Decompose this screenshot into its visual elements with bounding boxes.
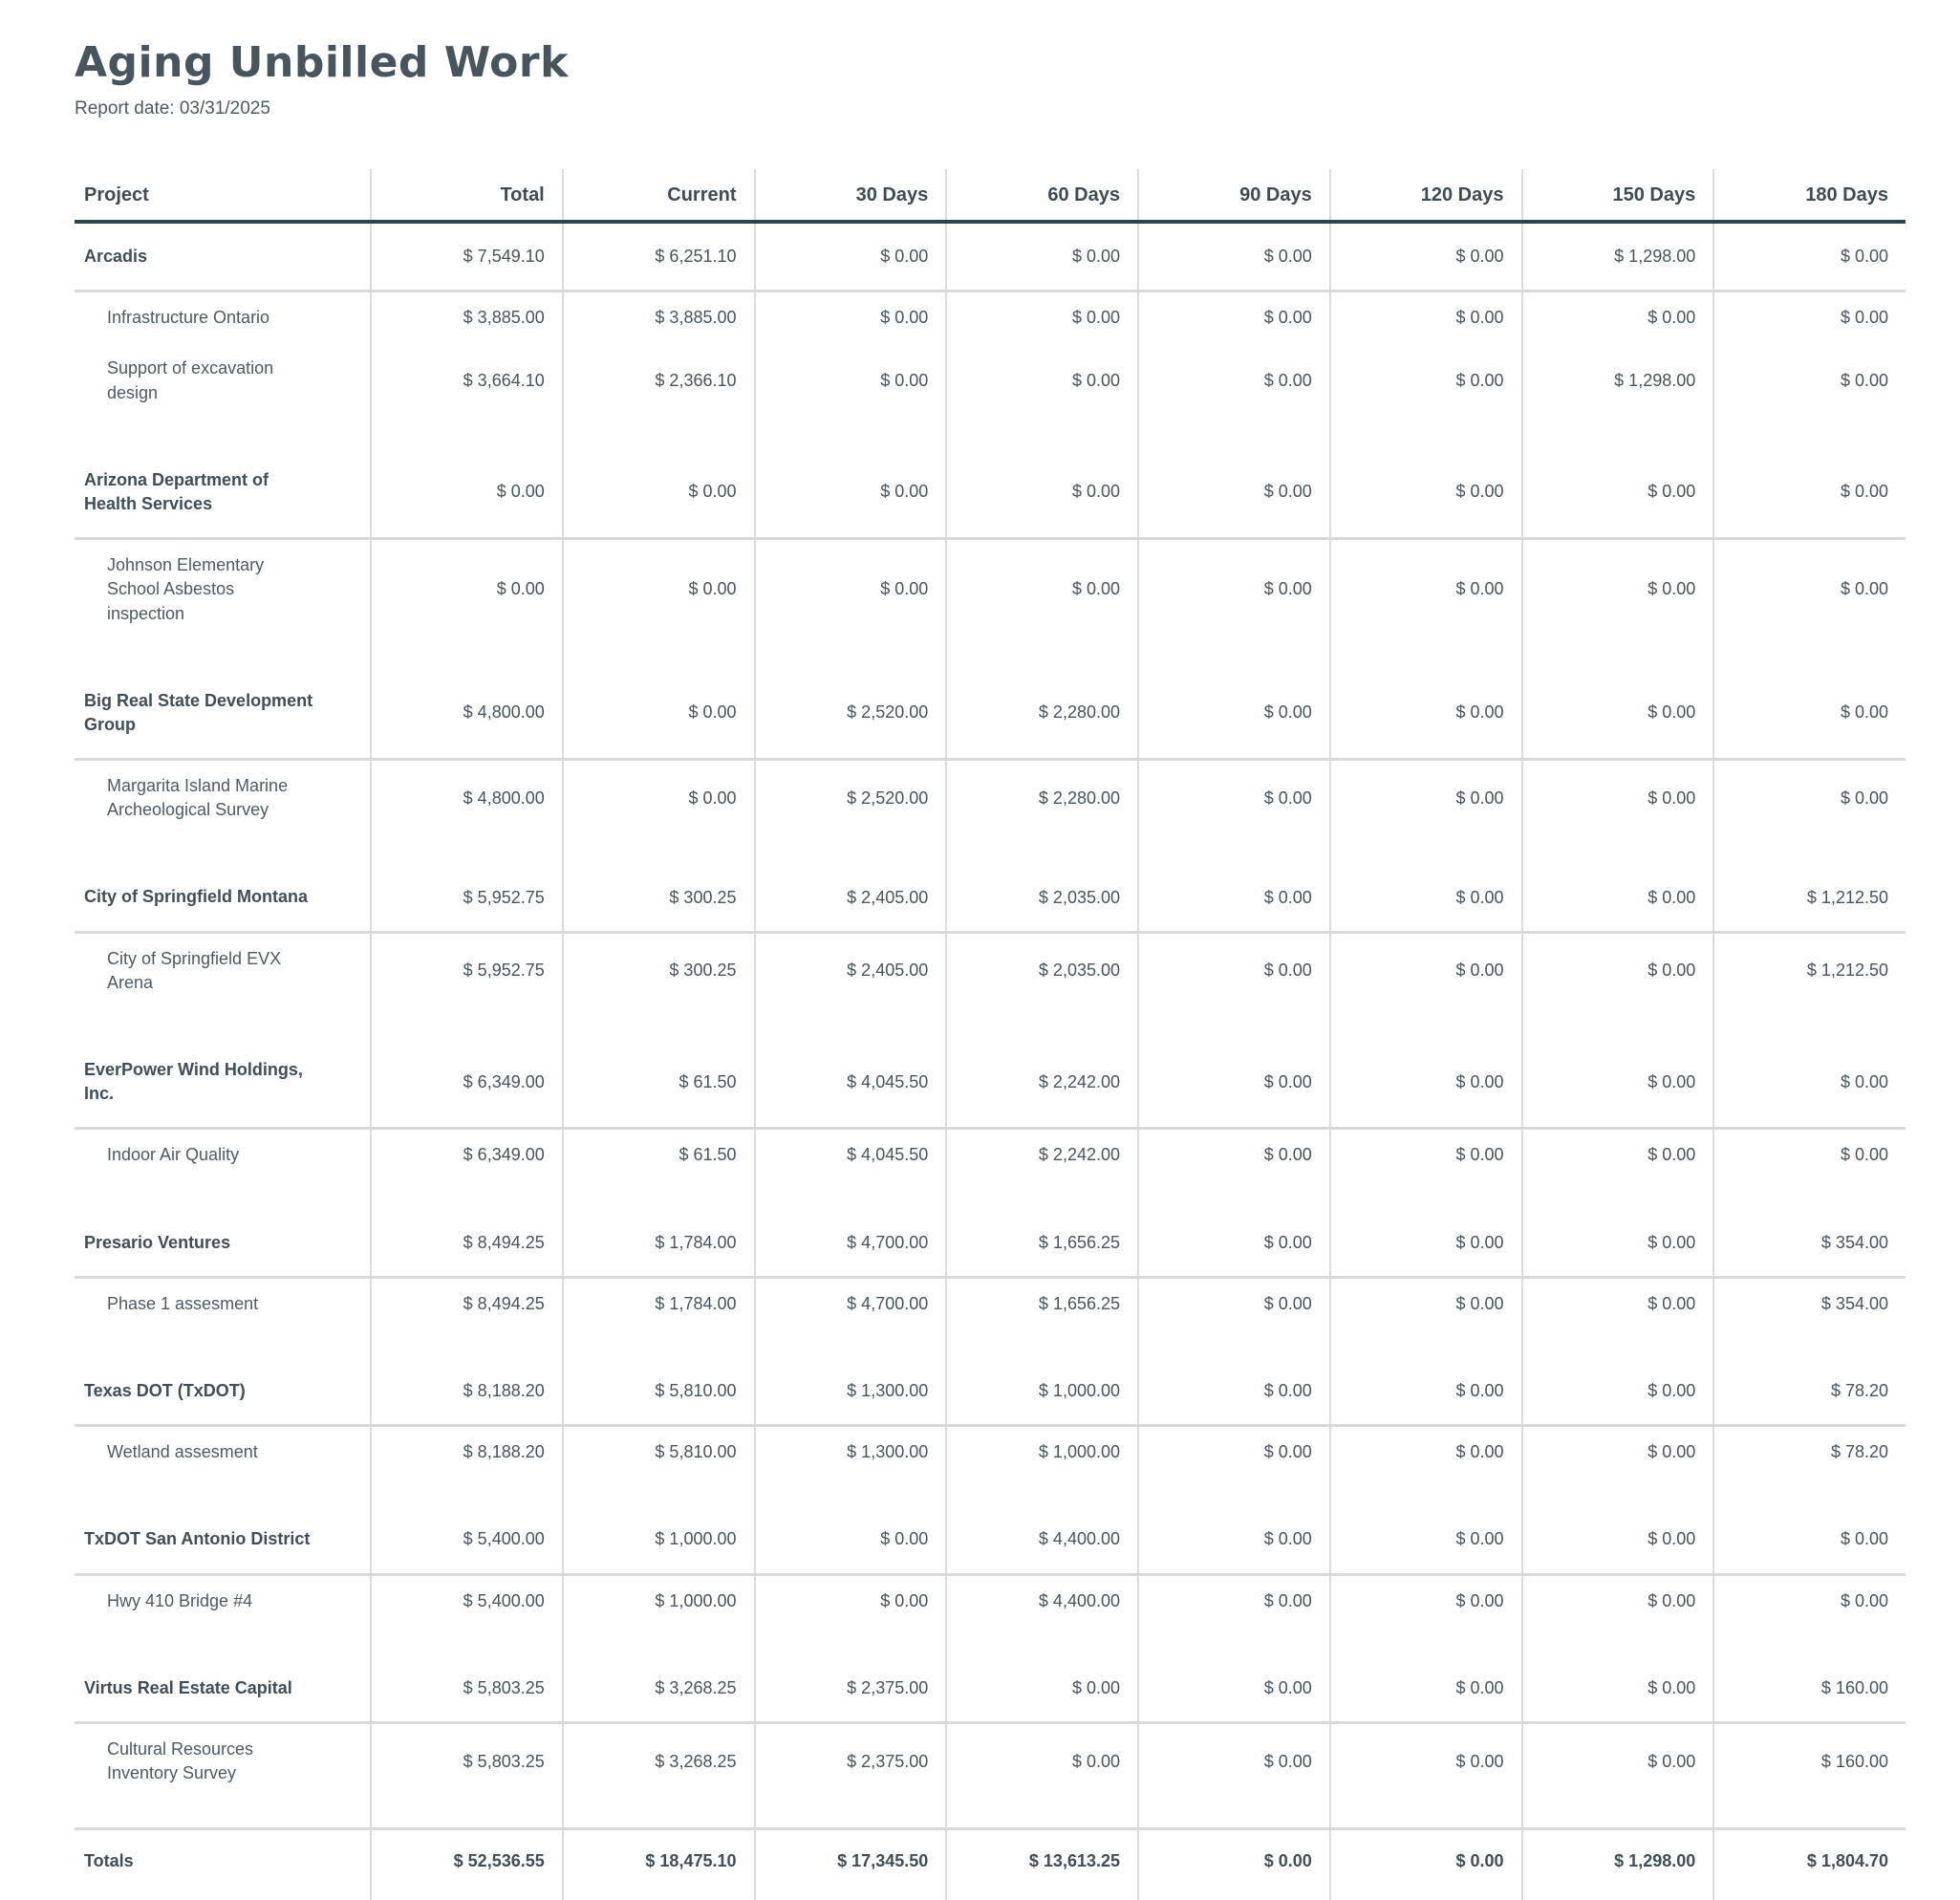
amount-cell: $ 0.00	[755, 291, 947, 344]
client-row	[75, 1506, 1906, 1574]
amount-cell: $ 3,268.25	[563, 1722, 755, 1828]
amount-cell: $ 4,700.00	[755, 1210, 947, 1278]
amount-cell: $ 1,784.00	[563, 1210, 755, 1278]
amount-cell: $ 0.00	[1522, 1574, 1714, 1655]
amount-cell: $ 0.00	[1522, 1426, 1714, 1507]
amount-cell: $ 8,188.20	[371, 1358, 563, 1426]
client-row	[75, 1210, 1906, 1278]
project-name-cell	[75, 668, 371, 760]
project-name-label: TxDOT San Antonio District	[84, 1529, 311, 1549]
aging-unbilled-work-table	[75, 169, 1906, 1900]
amount-cell: $ 2,405.00	[755, 864, 947, 932]
project-name-label: City of Springfield EVX Arena	[107, 948, 282, 992]
project-name-cell	[75, 1829, 371, 1900]
amount-cell: $ 0.00	[1522, 1210, 1714, 1278]
amount-cell: $ 0.00	[1522, 668, 1714, 760]
amount-cell: $ 2,405.00	[755, 932, 947, 1037]
amount-cell: $ 0.00	[1330, 222, 1522, 291]
amount-cell: $ 0.00	[1138, 1829, 1330, 1900]
project-row	[75, 1722, 1906, 1828]
amount-cell: $ 0.00	[1138, 1722, 1330, 1828]
project-name-cell	[75, 1426, 371, 1507]
amount-cell: $ 0.00	[1522, 864, 1714, 932]
amount-cell: $ 0.00	[1522, 1037, 1714, 1129]
client-row	[75, 1037, 1906, 1129]
amount-cell: $ 6,251.10	[563, 222, 755, 291]
amount-cell: $ 0.00	[946, 1722, 1138, 1828]
amount-cell: $ 0.00	[1138, 1037, 1330, 1129]
project-name-cell	[75, 932, 371, 1037]
page-title: Aging Unbilled Work	[75, 38, 569, 87]
project-name-label: Infrastructure Ontario	[107, 308, 270, 328]
project-row	[75, 539, 1906, 668]
amount-cell: $ 0.00	[1330, 1358, 1522, 1426]
client-row	[75, 1655, 1906, 1723]
amount-cell: $ 0.00	[1330, 343, 1522, 446]
amount-cell: $ 1,300.00	[755, 1426, 947, 1507]
amount-cell: $ 0.00	[1138, 447, 1330, 539]
amount-cell: $ 5,810.00	[563, 1358, 755, 1426]
amount-cell: $ 0.00	[946, 343, 1138, 446]
project-row	[75, 343, 1906, 446]
amount-cell: $ 0.00	[1138, 1210, 1330, 1278]
amount-cell: $ 0.00	[1138, 1277, 1330, 1358]
amount-cell: $ 0.00	[1330, 760, 1522, 865]
project-name-cell	[75, 222, 371, 291]
project-name-label: Cultural Resources Inventory Survey	[107, 1738, 254, 1783]
amount-cell: $ 0.00	[1713, 1574, 1906, 1655]
header-row	[75, 169, 1906, 222]
amount-cell: $ 0.00	[1330, 1655, 1522, 1723]
amount-cell: $ 0.00	[563, 539, 755, 668]
amount-cell: $ 1,656.25	[946, 1210, 1138, 1278]
amount-cell: $ 5,803.25	[371, 1655, 563, 1723]
project-name-label: Hwy 410 Bridge #4	[107, 1590, 253, 1610]
amount-cell: $ 2,375.00	[755, 1722, 947, 1828]
amount-cell: $ 354.00	[1713, 1210, 1906, 1278]
amount-cell: $ 4,045.50	[755, 1037, 947, 1129]
amount-cell: $ 0.00	[1330, 864, 1522, 932]
amount-cell: $ 0.00	[946, 447, 1138, 539]
project-row	[75, 291, 1906, 344]
amount-cell: $ 2,242.00	[946, 1037, 1138, 1129]
totals-row	[75, 1829, 1906, 1900]
amount-cell: $ 0.00	[1330, 539, 1522, 668]
amount-cell: $ 0.00	[1713, 222, 1906, 291]
project-row	[75, 1574, 1906, 1655]
project-name-cell	[75, 1574, 371, 1655]
column-header-30-days: 30 Days	[755, 169, 947, 222]
amount-cell: $ 2,520.00	[755, 668, 947, 760]
amount-cell: $ 13,613.25	[946, 1829, 1138, 1900]
amount-cell: $ 0.00	[1138, 1358, 1330, 1426]
project-name-cell	[75, 1722, 371, 1828]
column-header-120-days: 120 Days	[1330, 169, 1522, 222]
amount-cell: $ 1,000.00	[946, 1358, 1138, 1426]
amount-cell: $ 0.00	[1138, 932, 1330, 1037]
amount-cell: $ 3,268.25	[563, 1655, 755, 1723]
amount-cell: $ 17,345.50	[755, 1829, 947, 1900]
amount-cell: $ 0.00	[1330, 447, 1522, 539]
project-row	[75, 1426, 1906, 1507]
amount-cell: $ 0.00	[563, 668, 755, 760]
amount-cell: $ 0.00	[1330, 1426, 1522, 1507]
amount-cell: $ 0.00	[1522, 1655, 1714, 1723]
amount-cell: $ 5,400.00	[371, 1506, 563, 1574]
project-name-label: Indoor Air Quality	[107, 1145, 240, 1165]
amount-cell: $ 3,664.10	[371, 343, 563, 446]
amount-cell: $ 1,000.00	[946, 1426, 1138, 1507]
amount-cell: $ 1,300.00	[755, 1358, 947, 1426]
project-name-label: Big Real State Development Group	[84, 690, 313, 734]
amount-cell: $ 0.00	[371, 539, 563, 668]
project-name-label: Margarita Island Marine Archeological Survey	[107, 776, 289, 820]
amount-cell: $ 0.00	[1330, 1722, 1522, 1828]
amount-cell: $ 0.00	[1522, 447, 1714, 539]
table-header	[75, 169, 1906, 222]
amount-cell: $ 0.00	[1138, 668, 1330, 760]
amount-cell: $ 8,494.25	[371, 1210, 563, 1278]
column-header-60-days: 60 Days	[946, 169, 1138, 222]
amount-cell: $ 0.00	[946, 291, 1138, 344]
client-row	[75, 668, 1906, 760]
amount-cell: $ 0.00	[371, 447, 563, 539]
amount-cell: $ 0.00	[1330, 291, 1522, 344]
amount-cell: $ 0.00	[1138, 343, 1330, 446]
amount-cell: $ 78.20	[1713, 1426, 1906, 1507]
client-row	[75, 1358, 1906, 1426]
project-name-cell	[75, 760, 371, 865]
amount-cell: $ 1,212.50	[1713, 932, 1906, 1037]
amount-cell: $ 1,298.00	[1522, 222, 1714, 291]
amount-cell: $ 0.00	[946, 1655, 1138, 1723]
amount-cell: $ 4,800.00	[371, 760, 563, 865]
amount-cell: $ 0.00	[1330, 1277, 1522, 1358]
column-header-current: Current	[563, 169, 755, 222]
amount-cell: $ 2,280.00	[946, 760, 1138, 865]
amount-cell: $ 5,400.00	[371, 1574, 563, 1655]
amount-cell: $ 61.50	[563, 1129, 755, 1210]
amount-cell: $ 4,400.00	[946, 1506, 1138, 1574]
amount-cell: $ 0.00	[755, 343, 947, 446]
project-name-label: Arcadis	[84, 247, 148, 266]
project-name-label: Virtus Real Estate Capital	[84, 1677, 292, 1697]
amount-cell: $ 0.00	[1138, 1574, 1330, 1655]
project-row	[75, 760, 1906, 865]
project-name-label: Presario Ventures	[84, 1232, 231, 1252]
amount-cell: $ 2,520.00	[755, 760, 947, 865]
project-name-cell	[75, 447, 371, 539]
amount-cell: $ 5,952.75	[371, 864, 563, 932]
project-name-cell	[75, 291, 371, 344]
amount-cell: $ 0.00	[1138, 864, 1330, 932]
amount-cell: $ 300.25	[563, 864, 755, 932]
amount-cell: $ 52,536.55	[371, 1829, 563, 1900]
amount-cell: $ 0.00	[563, 760, 755, 865]
amount-cell: $ 5,810.00	[563, 1426, 755, 1507]
amount-cell: $ 0.00	[1138, 1426, 1330, 1507]
amount-cell: $ 0.00	[1522, 1129, 1714, 1210]
column-header-project: Project	[75, 169, 371, 222]
amount-cell: $ 1,784.00	[563, 1277, 755, 1358]
amount-cell: $ 0.00	[1713, 539, 1906, 668]
project-row	[75, 1129, 1906, 1210]
client-row	[75, 864, 1906, 932]
amount-cell: $ 1,298.00	[1522, 343, 1714, 446]
amount-cell: $ 78.20	[1713, 1358, 1906, 1426]
amount-cell: $ 0.00	[755, 1574, 947, 1655]
project-name-cell	[75, 1129, 371, 1210]
amount-cell: $ 0.00	[946, 222, 1138, 291]
project-name-cell	[75, 1506, 371, 1574]
amount-cell: $ 3,885.00	[563, 291, 755, 344]
amount-cell: $ 354.00	[1713, 1277, 1906, 1358]
project-row	[75, 1277, 1906, 1358]
project-name-cell	[75, 539, 371, 668]
amount-cell: $ 18,475.10	[563, 1829, 755, 1900]
project-name-label: Arizona Department of Health Services	[84, 469, 269, 513]
amount-cell: $ 8,188.20	[371, 1426, 563, 1507]
project-name-label: Support of excavation design	[107, 358, 274, 402]
amount-cell: $ 0.00	[1522, 760, 1714, 865]
amount-cell: $ 0.00	[1138, 539, 1330, 668]
amount-cell: $ 0.00	[1713, 447, 1906, 539]
amount-cell: $ 1,656.25	[946, 1277, 1138, 1358]
amount-cell: $ 0.00	[1330, 932, 1522, 1037]
amount-cell: $ 0.00	[1713, 1129, 1906, 1210]
client-row	[75, 222, 1906, 291]
project-name-cell	[75, 1210, 371, 1278]
amount-cell: $ 0.00	[1713, 1037, 1906, 1129]
amount-cell: $ 6,349.00	[371, 1037, 563, 1129]
amount-cell: $ 0.00	[1138, 1129, 1330, 1210]
project-name-label: Texas DOT (TxDOT)	[84, 1380, 246, 1400]
project-name-cell	[75, 1037, 371, 1129]
project-name-cell	[75, 1655, 371, 1723]
amount-cell: $ 2,280.00	[946, 668, 1138, 760]
amount-cell: $ 0.00	[755, 222, 947, 291]
amount-cell: $ 0.00	[1330, 1129, 1522, 1210]
amount-cell: $ 0.00	[1713, 343, 1906, 446]
amount-cell: $ 0.00	[1522, 1277, 1714, 1358]
amount-cell: $ 1,804.70	[1713, 1829, 1906, 1900]
amount-cell: $ 3,885.00	[371, 291, 563, 344]
project-name-cell	[75, 1277, 371, 1358]
amount-cell: $ 0.00	[1330, 1037, 1522, 1129]
amount-cell: $ 0.00	[1330, 1829, 1522, 1900]
report-table-body	[75, 222, 1906, 1900]
amount-cell: $ 4,400.00	[946, 1574, 1138, 1655]
amount-cell: $ 0.00	[755, 447, 947, 539]
amount-cell: $ 0.00	[755, 1506, 947, 1574]
amount-cell: $ 0.00	[1522, 932, 1714, 1037]
amount-cell: $ 0.00	[1138, 1655, 1330, 1723]
amount-cell: $ 0.00	[1330, 1574, 1522, 1655]
amount-cell: $ 0.00	[1330, 1506, 1522, 1574]
project-name-label: Totals	[84, 1851, 134, 1871]
project-name-cell	[75, 343, 371, 446]
project-name-label: City of Springfield Montana	[84, 887, 308, 907]
amount-cell: $ 300.25	[563, 932, 755, 1037]
project-name-label: Phase 1 assesment	[107, 1293, 259, 1313]
client-row	[75, 447, 1906, 539]
amount-cell: $ 4,045.50	[755, 1129, 947, 1210]
amount-cell: $ 0.00	[1713, 668, 1906, 760]
amount-cell: $ 2,242.00	[946, 1129, 1138, 1210]
amount-cell: $ 6,349.00	[371, 1129, 563, 1210]
report-date: Report date: 03/31/2025	[75, 98, 270, 119]
amount-cell: $ 8,494.25	[371, 1277, 563, 1358]
column-header-90-days: 90 Days	[1138, 169, 1330, 222]
amount-cell: $ 4,700.00	[755, 1277, 947, 1358]
amount-cell: $ 5,952.75	[371, 932, 563, 1037]
amount-cell: $ 0.00	[1713, 291, 1906, 344]
amount-cell: $ 0.00	[1713, 760, 1906, 865]
amount-cell: $ 160.00	[1713, 1722, 1906, 1828]
project-name-label: Wetland assesment	[107, 1442, 258, 1462]
amount-cell: $ 5,803.25	[371, 1722, 563, 1828]
project-name-cell	[75, 864, 371, 932]
project-name-label: Johnson Elementary School Asbestos inspection	[107, 555, 265, 623]
amount-cell: $ 0.00	[1138, 1506, 1330, 1574]
amount-cell: $ 1,000.00	[563, 1574, 755, 1655]
amount-cell: $ 0.00	[1138, 291, 1330, 344]
amount-cell: $ 1,298.00	[1522, 1829, 1714, 1900]
amount-cell: $ 0.00	[1330, 1210, 1522, 1278]
amount-cell: $ 0.00	[1522, 1358, 1714, 1426]
project-name-cell	[75, 1358, 371, 1426]
column-header-total: Total	[371, 169, 563, 222]
amount-cell: $ 1,212.50	[1713, 864, 1906, 932]
amount-cell: $ 0.00	[1522, 1506, 1714, 1574]
amount-cell: $ 0.00	[1522, 539, 1714, 668]
amount-cell: $ 2,375.00	[755, 1655, 947, 1723]
amount-cell: $ 0.00	[1330, 668, 1522, 760]
column-header-180-days: 180 Days	[1713, 169, 1906, 222]
amount-cell: $ 2,035.00	[946, 864, 1138, 932]
amount-cell: $ 0.00	[1522, 291, 1714, 344]
amount-cell: $ 0.00	[946, 539, 1138, 668]
amount-cell: $ 61.50	[563, 1037, 755, 1129]
project-name-label: EverPower Wind Holdings, Inc.	[84, 1060, 303, 1104]
amount-cell: $ 0.00	[1138, 222, 1330, 291]
amount-cell: $ 160.00	[1713, 1655, 1906, 1723]
amount-cell: $ 0.00	[1522, 1722, 1714, 1828]
amount-cell: $ 7,549.10	[371, 222, 563, 291]
amount-cell: $ 2,366.10	[563, 343, 755, 446]
amount-cell: $ 0.00	[563, 447, 755, 539]
amount-cell: $ 0.00	[1713, 1506, 1906, 1574]
amount-cell: $ 4,800.00	[371, 668, 563, 760]
column-header-150-days: 150 Days	[1522, 169, 1714, 222]
amount-cell: $ 0.00	[755, 539, 947, 668]
project-row	[75, 932, 1906, 1037]
amount-cell: $ 0.00	[1138, 760, 1330, 865]
amount-cell: $ 2,035.00	[946, 932, 1138, 1037]
amount-cell: $ 1,000.00	[563, 1506, 755, 1574]
